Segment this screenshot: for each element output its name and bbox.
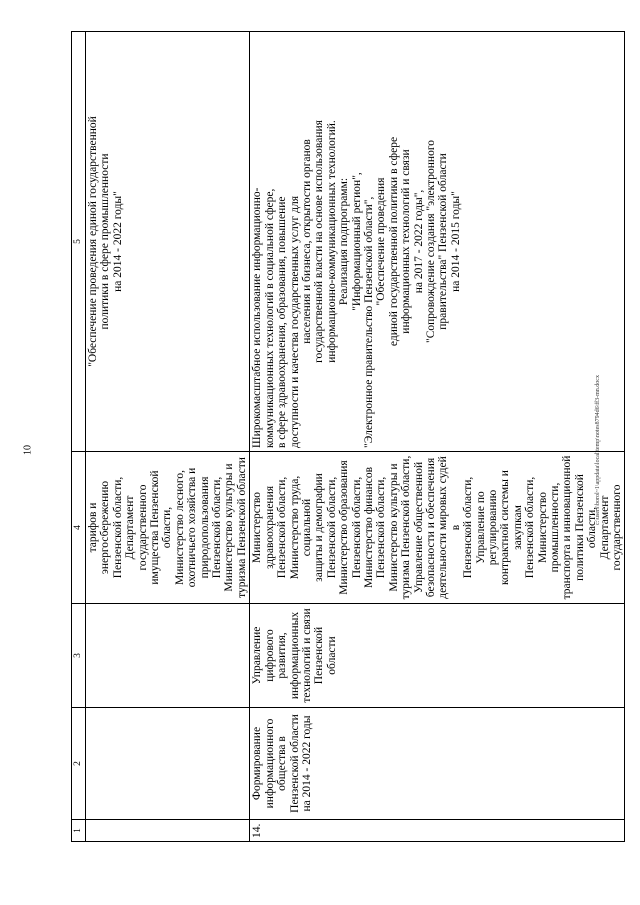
program-table	[71, 31, 625, 842]
cell-text-line: Министерство культуры и	[223, 463, 236, 592]
header-cell: 3	[72, 604, 86, 708]
cell-text-line: контрактной системы и закупкам	[499, 470, 524, 585]
cell-text-line: населения и бизнеса, открытости органов	[300, 139, 313, 344]
empty-cell	[86, 820, 250, 842]
header-cell: 5	[72, 32, 86, 452]
cell-text-line: туризма Пензенской области	[235, 457, 248, 598]
table-header-row	[72, 32, 86, 842]
table-row-continued	[86, 32, 250, 842]
cell-text-line: Пензенской области,	[111, 476, 124, 579]
row-number: 14.	[250, 820, 625, 842]
cell-text-line: в сфере здравоохранения, образования, повышение	[276, 196, 289, 448]
cell-text-line: "Сопровождение создания "электронного	[424, 140, 437, 343]
cell-text-line: "Обеспечение проведения единой государственной	[87, 116, 99, 367]
cell-text-line: Реализация подпрограмм:	[338, 177, 351, 306]
cell-text-line: "Информационный регион",	[350, 172, 363, 311]
cell-text-line: Министерство здравоохранения	[251, 485, 276, 570]
cell-text-line: на 2014 - 2015 годы"	[449, 191, 462, 292]
cell-text-line: тарифов и энергосбережению	[87, 480, 112, 575]
empty-cell	[86, 604, 250, 708]
cell-text-line: доступности и качества государственных услуг для	[288, 196, 301, 448]
cell-text-line: Формирование	[251, 726, 264, 801]
cell-text-line: Пензенской области,	[375, 476, 388, 579]
cell-text-line: Министерство образования	[338, 460, 351, 595]
cell-text-line: государственной власти на основе использования	[313, 120, 326, 363]
file-path-footer: c:\users\borol~1\appdata\local\temp\notes8794d6\ff3-mn.docx	[595, 375, 601, 525]
page-number: 10	[22, 445, 34, 455]
cell-text-line: коммуникационных технологий в социальной сфере,	[263, 188, 276, 448]
cell-text-line: информационного	[263, 718, 276, 809]
program-description-cell	[250, 32, 625, 452]
cell-text-line: Министерство лесного,	[173, 470, 186, 585]
co-executors-cell	[86, 452, 250, 604]
cell-text-line: на 2014 - 2022 годы"	[111, 191, 124, 292]
cell-text-line: имущества Пензенской области,	[149, 470, 174, 585]
cell-text-line: охотничьего хозяйства и	[186, 467, 199, 588]
cell-text-line: защиты и демографии	[313, 473, 326, 582]
cell-text-line: Департамент государственного	[124, 484, 149, 571]
cell-text-line: Управление общественной	[412, 461, 425, 594]
cell-text-line: общества в	[276, 736, 289, 791]
cell-text-line: цифрового	[263, 629, 276, 682]
cell-text-line: Министерство промышленности,	[536, 482, 562, 573]
cell-text-line: Министерство финансов	[362, 466, 375, 589]
cell-text-line: Управление	[251, 626, 264, 685]
cell-text-line: политики в сфере промышленности	[99, 153, 112, 330]
cell-text-line: информационных технологий и связи	[400, 149, 413, 334]
cell-text-line: Пензенской области,	[211, 476, 224, 579]
cell-text-line: единой государственной политики в сфере	[387, 136, 400, 347]
co-executors-cell	[250, 452, 625, 604]
cell-text-line: Пензенской области,	[325, 476, 338, 579]
cell-text-line: Управление по регулированию	[474, 489, 499, 566]
cell-text-line: технологий и связи	[300, 608, 313, 703]
cell-text-line: деятельности мировых судей в	[437, 456, 462, 599]
cell-text-line: Пензенской области,	[276, 476, 289, 579]
cell-text-line: правительства" Пензенской области	[437, 153, 450, 330]
cell-text-line: развития,	[276, 632, 289, 679]
header-cell: 2	[72, 708, 86, 820]
cell-text-line: Пензенской области	[288, 714, 301, 813]
cell-text-line: Министерство культуры и	[387, 463, 400, 592]
responsible-executor-cell	[250, 604, 625, 708]
program-description-cell	[86, 32, 250, 452]
header-cell: 1	[72, 820, 86, 842]
cell-text-line: Пензенской области,	[462, 476, 475, 579]
cell-text-line: Министерство труда, социальной	[288, 475, 313, 580]
cell-text-line: информационно-коммуникационных технологий.	[325, 120, 338, 363]
empty-cell	[86, 708, 250, 820]
cell-text-line: "Электронное правительство Пензенской области",	[362, 196, 375, 448]
cell-text-line: Широкомасштабное использование информационно-	[251, 187, 264, 448]
cell-text-line: Пензенской области,	[350, 476, 363, 579]
cell-text-line: Пензенской области,	[524, 476, 537, 579]
cell-text-line: информационных	[288, 611, 301, 700]
program-name-cell	[250, 708, 625, 820]
cell-text-line: на 2014 - 2022 годы	[300, 715, 313, 812]
cell-text-line: Пензенской области	[313, 626, 338, 685]
cell-text-line: на 2017 - 2022 годы",	[412, 189, 425, 294]
cell-text-line: транспорта и инновационной	[561, 455, 574, 600]
cell-text-line: безопасности и обеспечения	[424, 457, 437, 598]
cell-text-line: Департамент государственного	[598, 484, 624, 571]
header-cell: 4	[72, 452, 86, 604]
cell-text-line: природопользования	[198, 476, 211, 579]
cell-text-line: туризма Пензенской области,	[400, 455, 413, 600]
cell-text-line: "Обеспечение проведения	[375, 177, 388, 306]
cell-text-line: политики Пензенской области,	[573, 474, 599, 581]
table-row-14	[250, 32, 625, 842]
